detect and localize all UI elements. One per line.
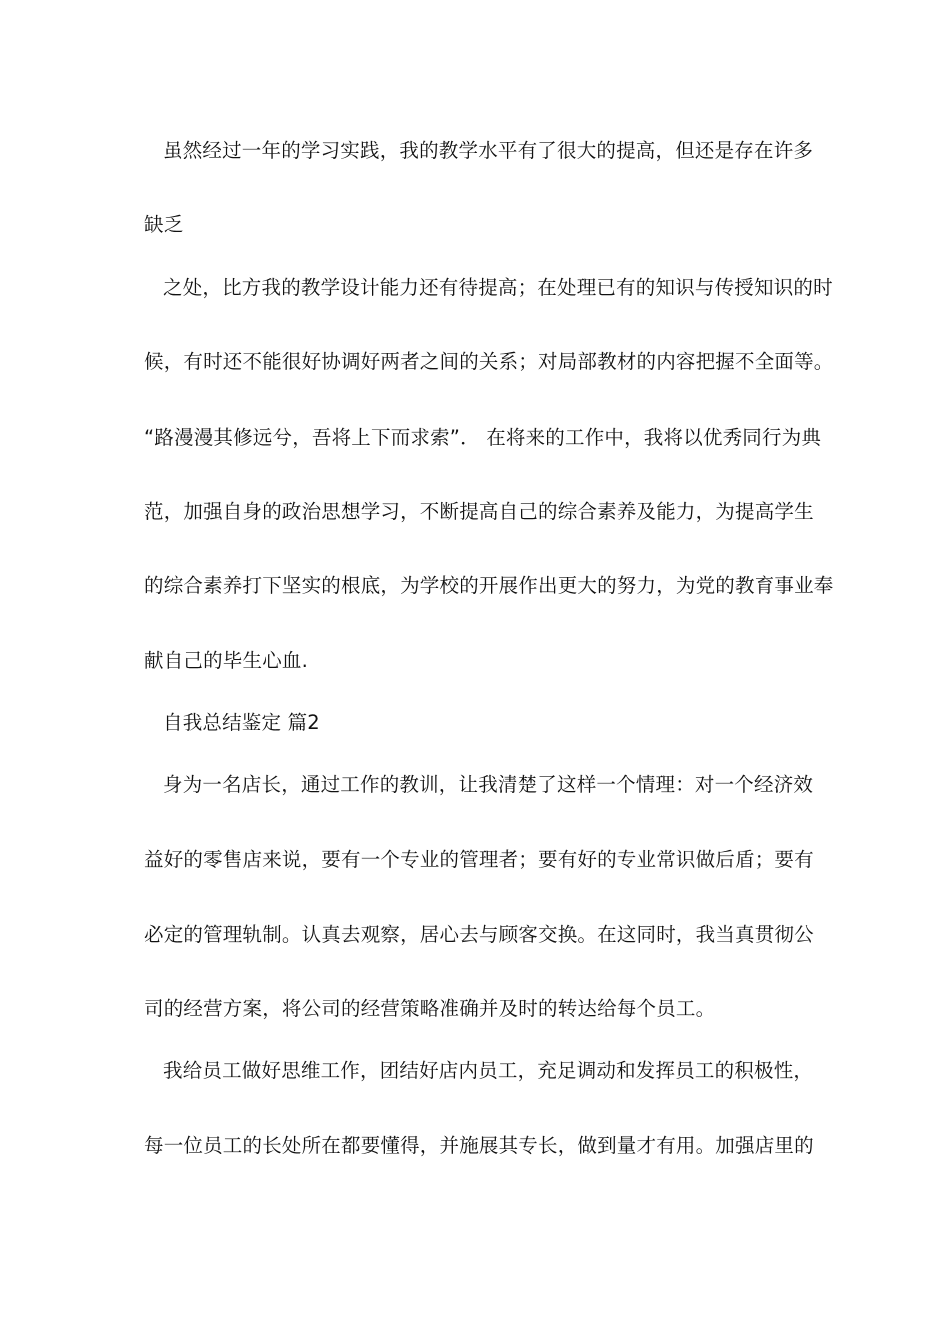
paragraph-line: 司的经营方案，将公司的经营策略准确并及时的转达给每个员工。 (144, 997, 716, 1020)
paragraph-line: 缺乏 (144, 213, 184, 236)
paragraph-line: 我给员工做好思维工作，团结好店内员工，充足调动和发挥员工的积极性， (163, 1059, 814, 1082)
paragraph-line: 益好的零售店来说，要有一个专业的管理者；要有好的专业常识做后盾；要有 (144, 848, 814, 871)
paragraph-line: 必定的管理轨制。认真去观察，居心去与顾客交换。在这同时，我当真贯彻公 (144, 923, 814, 946)
paragraph-line: 的综合素养打下坚实的根底，为学校的开展作出更大的努力，为党的教育事业奉 (144, 574, 834, 597)
paragraph-line: 身为一名店长，通过工作的教训，让我清楚了这样一个情理：对一个经济效 (163, 773, 814, 796)
paragraph-line: 之处，比方我的教学设计能力还有待提高；在处理已有的知识与传授知识的时 (163, 276, 833, 299)
paragraph-line: 候，有时还不能很好协调好两者之间的关系；对局部教材的内容把握不全面等。 (144, 350, 834, 373)
paragraph-line: “路漫漫其修远兮，吾将上下而求索”． 在将来的工作中，我将以优秀同行为典 (144, 426, 822, 449)
paragraph-line: 每一位员工的长处所在都要懂得，并施展其专长，做到量才有用。加强店里的 (144, 1134, 814, 1157)
paragraph-line: 范，加强自身的政治思想学习，不断提高自己的综合素养及能力，为提高学生 (144, 500, 814, 523)
section-heading: 自我总结鉴定 篇2 (163, 711, 320, 734)
paragraph-line: 虽然经过一年的学习实践，我的教学水平有了很大的提高，但还是存在许多 (163, 139, 814, 162)
paragraph-line: 献自己的毕生心血. (144, 649, 308, 672)
